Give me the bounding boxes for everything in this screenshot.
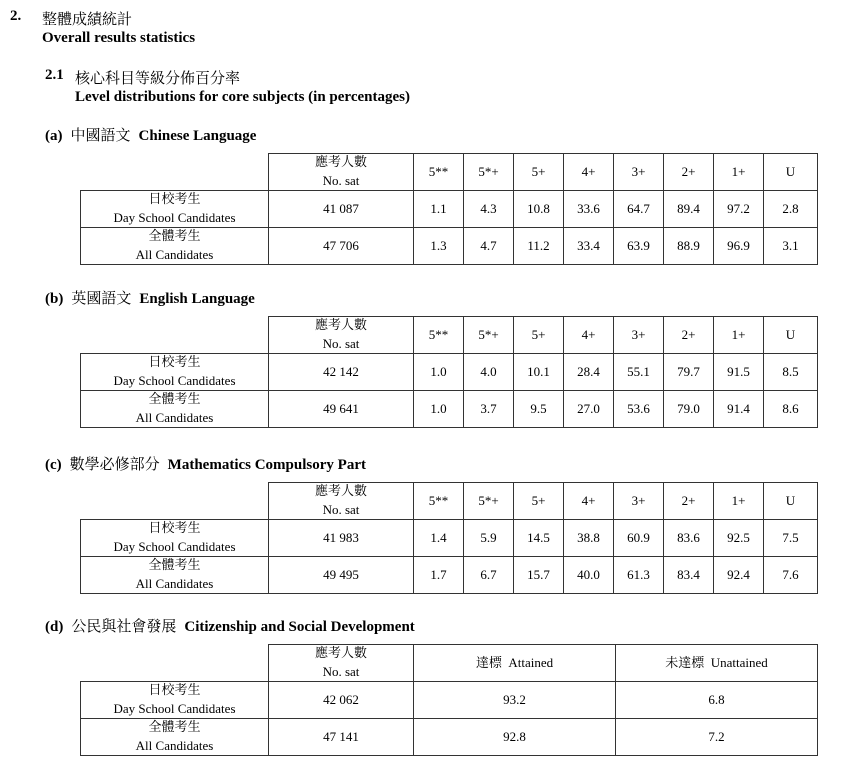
header-level: 5*+: [464, 317, 514, 354]
header-attained: [414, 645, 616, 682]
cell-percentage: 15.7: [514, 557, 564, 594]
header-no-sat-cn: 應考人數: [314, 155, 367, 170]
header-no-sat-cn: 應考人數: [314, 484, 367, 499]
cell-sat: 49 495: [269, 557, 414, 594]
subject-name-en: Chinese Language: [138, 128, 257, 144]
header-attained-cn: 達標: [475, 655, 502, 671]
cell-percentage: 1.1: [414, 191, 464, 228]
header-unattained: [616, 645, 818, 682]
results-table: [80, 316, 818, 428]
cell-percentage: 5.9: [464, 520, 514, 557]
row-label-en: All Candidates: [135, 576, 214, 591]
results-table: [80, 153, 818, 265]
cell-percentage: 27.0: [564, 391, 614, 428]
header-level: 2+: [664, 317, 714, 354]
cell-percentage: 83.6: [664, 520, 714, 557]
header-level: 4+: [564, 154, 614, 191]
header-level: 3+: [614, 483, 664, 520]
header-level: U: [764, 483, 818, 520]
results-table: [80, 482, 818, 594]
results-table-csd: [80, 644, 818, 756]
section-title-en: Overall results statistics: [42, 30, 196, 46]
header-level: 1+: [714, 154, 764, 191]
header-no-sat-en: No. sat: [322, 173, 360, 188]
header-level: 4+: [564, 483, 614, 520]
cell-percentage: 79.0: [664, 391, 714, 428]
row-label-en: All Candidates: [135, 738, 214, 753]
cell-sat: 42 062: [269, 682, 414, 719]
cell-percentage: 92.4: [714, 557, 764, 594]
cell-percentage: 2.8: [764, 191, 818, 228]
cell-percentage: 10.8: [514, 191, 564, 228]
header-level: 5*+: [464, 154, 514, 191]
cell-percentage: 33.4: [564, 228, 614, 265]
cell-percentage: 7.6: [764, 557, 818, 594]
cell-percentage: 9.5: [514, 391, 564, 428]
header-level: 3+: [614, 154, 664, 191]
header-level: 2+: [664, 154, 714, 191]
row-label-en: Day School Candidates: [113, 210, 236, 225]
subsection-title-en: Level distributions for core subjects (in percentages): [75, 89, 410, 105]
section-number: 2.: [10, 8, 22, 24]
header-no-sat-en: No. sat: [322, 502, 360, 517]
section-title-cn: 整體成績統計: [42, 12, 133, 28]
cell-percentage: 3.1: [764, 228, 818, 265]
header-level: 5+: [514, 483, 564, 520]
header-level: 5**: [414, 154, 464, 191]
cell-percentage: 8.5: [764, 354, 818, 391]
cell-percentage: 79.7: [664, 354, 714, 391]
subject-tag: (c): [45, 457, 62, 473]
cell-percentage: 1.4: [414, 520, 464, 557]
cell-percentage: 33.6: [564, 191, 614, 228]
cell-attained: 93.2: [414, 682, 616, 719]
cell-attained: 92.8: [414, 719, 616, 756]
cell-percentage: 53.6: [614, 391, 664, 428]
header-unattained-cn: 未達標: [665, 655, 705, 671]
cell-percentage: 61.3: [614, 557, 664, 594]
header-no-sat: [269, 645, 414, 682]
cell-percentage: 89.4: [664, 191, 714, 228]
header-level: 1+: [714, 483, 764, 520]
row-label-en: Day School Candidates: [113, 539, 236, 554]
cell-unattained: 6.8: [616, 682, 818, 719]
cell-percentage: 38.8: [564, 520, 614, 557]
subsection-number: 2.1: [45, 67, 64, 83]
cell-sat: 49 641: [269, 391, 414, 428]
row-label-day: [81, 682, 269, 719]
subject-heading: [45, 615, 415, 636]
subject-heading: [45, 124, 256, 145]
header-level: U: [764, 317, 818, 354]
cell-percentage: 60.9: [614, 520, 664, 557]
header-level: 2+: [664, 483, 714, 520]
cell-percentage: 97.2: [714, 191, 764, 228]
row-label-cn: 日校考生: [148, 521, 201, 536]
cell-percentage: 92.5: [714, 520, 764, 557]
row-label-en: All Candidates: [135, 247, 214, 262]
cell-sat: 41 983: [269, 520, 414, 557]
header-unattained-en: Unattained: [710, 654, 768, 670]
cell-percentage: 10.1: [514, 354, 564, 391]
cell-unattained: 7.2: [616, 719, 818, 756]
row-label-all: [81, 719, 269, 756]
cell-percentage: 83.4: [664, 557, 714, 594]
subject-name-cn: 數學必修部分: [69, 457, 160, 473]
cell-percentage: 11.2: [514, 228, 564, 265]
subject-tag: (b): [45, 291, 64, 307]
cell-percentage: 4.0: [464, 354, 514, 391]
subject-name-cn: 英國語文: [71, 291, 132, 307]
cell-sat: 41 087: [269, 191, 414, 228]
subject-heading: [45, 453, 366, 474]
cell-sat: 42 142: [269, 354, 414, 391]
subject-tag: (a): [45, 128, 63, 144]
header-level: 5**: [414, 483, 464, 520]
cell-percentage: 28.4: [564, 354, 614, 391]
blank-cell: [81, 483, 269, 520]
cell-percentage: 7.5: [764, 520, 818, 557]
subject-name-en: Mathematics Compulsory Part: [167, 457, 366, 473]
header-no-sat-en: No. sat: [322, 336, 360, 351]
row-label-cn: 全體考生: [148, 392, 201, 407]
cell-sat: 47 706: [269, 228, 414, 265]
cell-percentage: 40.0: [564, 557, 614, 594]
cell-percentage: 4.3: [464, 191, 514, 228]
cell-percentage: 63.9: [614, 228, 664, 265]
row-label-cn: 全體考生: [148, 558, 201, 573]
row-label-cn: 全體考生: [148, 720, 201, 735]
row-label-all: [81, 557, 269, 594]
header-attained-en: Attained: [508, 654, 554, 670]
row-label-en: Day School Candidates: [113, 701, 236, 716]
subject-name-en: English Language: [139, 291, 255, 307]
cell-percentage: 96.9: [714, 228, 764, 265]
cell-percentage: 55.1: [614, 354, 664, 391]
cell-percentage: 1.0: [414, 391, 464, 428]
cell-percentage: 14.5: [514, 520, 564, 557]
cell-percentage: 88.9: [664, 228, 714, 265]
blank-cell: [81, 154, 269, 191]
cell-percentage: 6.7: [464, 557, 514, 594]
header-no-sat-cn: 應考人數: [314, 646, 367, 661]
cell-percentage: 4.7: [464, 228, 514, 265]
blank-cell: [81, 645, 269, 682]
header-no-sat: [269, 317, 414, 354]
row-label-all: [81, 228, 269, 265]
header-no-sat: [269, 154, 414, 191]
header-level: 4+: [564, 317, 614, 354]
subject-name-cn: 公民與社會發展: [71, 619, 177, 635]
cell-percentage: 64.7: [614, 191, 664, 228]
header-level: 5*+: [464, 483, 514, 520]
header-no-sat-cn: 應考人數: [314, 318, 367, 333]
row-label-cn: 全體考生: [148, 229, 201, 244]
subject-name-cn: 中國語文: [70, 128, 131, 144]
header-level: 5**: [414, 317, 464, 354]
cell-percentage: 91.5: [714, 354, 764, 391]
subject-tag: (d): [45, 619, 64, 635]
subsection-title-cn: 核心科目等級分佈百分率: [75, 71, 241, 87]
row-label-en: Day School Candidates: [113, 373, 236, 388]
cell-percentage: 1.3: [414, 228, 464, 265]
blank-cell: [81, 317, 269, 354]
subject-heading: [45, 287, 255, 308]
cell-sat: 47 141: [269, 719, 414, 756]
header-level: 5+: [514, 317, 564, 354]
header-level: 3+: [614, 317, 664, 354]
row-label-all: [81, 391, 269, 428]
header-no-sat: [269, 483, 414, 520]
row-label-cn: 日校考生: [148, 355, 201, 370]
cell-percentage: 1.7: [414, 557, 464, 594]
subject-name-en: Citizenship and Social Development: [184, 619, 415, 635]
row-label-cn: 日校考生: [148, 683, 201, 698]
header-level: 5+: [514, 154, 564, 191]
header-no-sat-en: No. sat: [322, 664, 360, 679]
row-label-day: [81, 191, 269, 228]
header-level: U: [764, 154, 818, 191]
row-label-day: [81, 520, 269, 557]
header-level: 1+: [714, 317, 764, 354]
row-label-en: All Candidates: [135, 410, 214, 425]
cell-percentage: 3.7: [464, 391, 514, 428]
cell-percentage: 8.6: [764, 391, 818, 428]
cell-percentage: 91.4: [714, 391, 764, 428]
row-label-cn: 日校考生: [148, 192, 201, 207]
cell-percentage: 1.0: [414, 354, 464, 391]
row-label-day: [81, 354, 269, 391]
